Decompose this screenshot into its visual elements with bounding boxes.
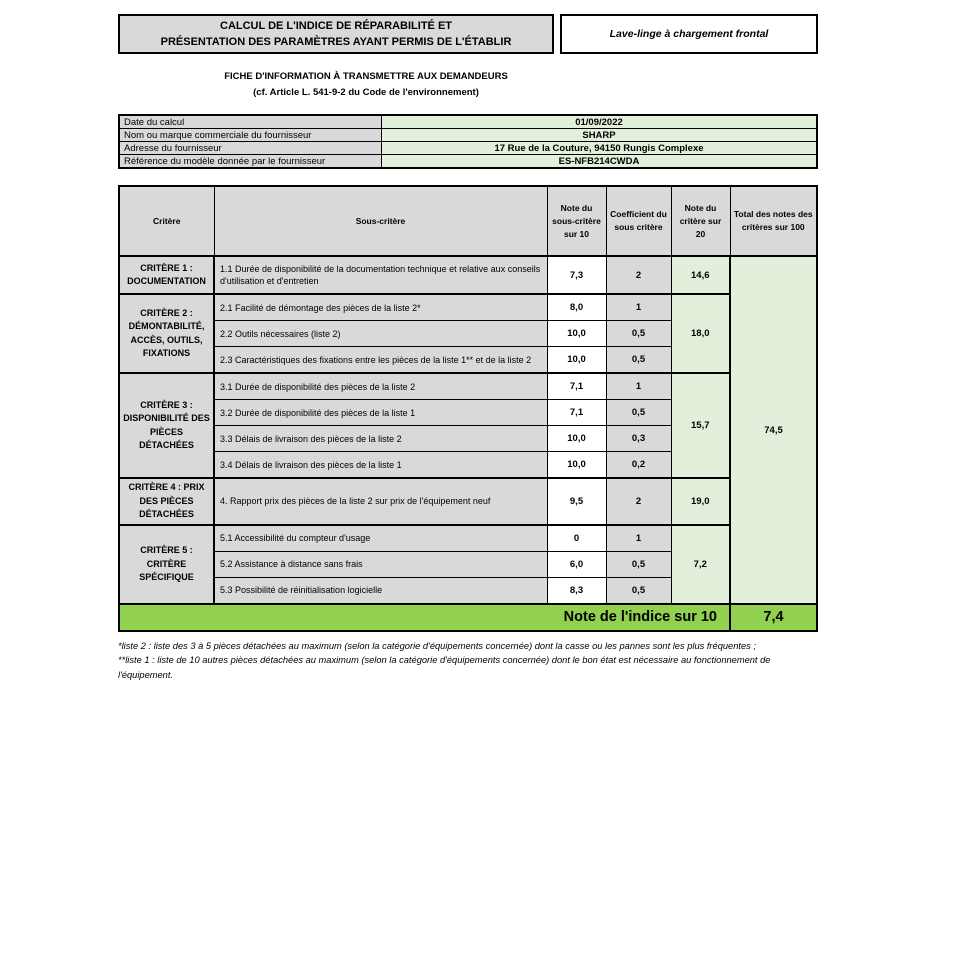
subcriterion-label: 3.1 Durée de disponibilité des pièces de la liste 2 (214, 373, 547, 400)
info-value: ES-NFB214CWDA (382, 155, 818, 169)
subcriterion-label: 3.4 Délais de livraison des pièces de la liste 1 (214, 452, 547, 479)
footnote-liste1: **liste 1 : liste de 10 autres pièces détachées au maximum (selon la catégorie d'équipements concernée) dont le bon état est nécessaire au fonctionnement de l'équipement. (118, 655, 771, 680)
criterion-name: CRITÈRE 2 : DÉMONTABILITÉ, ACCÈS, OUTILS, FIXATIONS (119, 294, 214, 373)
subcriterion-coef: 2 (606, 478, 671, 525)
subcriterion-note: 10,0 (547, 321, 606, 347)
criterion-name: CRITÈRE 3 : DISPONIBILITÉ DES PIÈCES DÉTACHÉES (119, 373, 214, 478)
criterion-score-20: 15,7 (671, 373, 730, 478)
total-score-100: 74,5 (730, 256, 817, 604)
info-value: 01/09/2022 (382, 115, 818, 129)
subcriterion-coef: 1 (606, 294, 671, 321)
subcriterion-note: 10,0 (547, 452, 606, 479)
subcriterion-label: 2.2 Outils nécessaires (liste 2) (214, 321, 547, 347)
page-title (118, 14, 554, 54)
page-title-line1: CALCUL DE L'INDICE DE RÉPARABILITÉ ET (220, 19, 452, 32)
col-header-coefficient: Coefficient du sous critère (606, 186, 671, 256)
info-label: Adresse du fournisseur (119, 142, 382, 155)
subcriterion-coef: 0,5 (606, 551, 671, 577)
criterion-name: CRITÈRE 1 : DOCUMENTATION (119, 256, 214, 294)
subcriterion-coef: 1 (606, 525, 671, 552)
subcriterion-label: 4. Rapport prix des pièces de la liste 2 sur prix de l'équipement neuf (214, 478, 547, 525)
info-label: Nom ou marque commerciale du fournisseur (119, 129, 382, 142)
subcriterion-label: 5.2 Assistance à distance sans frais (214, 551, 547, 577)
criterion-score-20: 19,0 (671, 478, 730, 525)
subcriterion-label: 5.1 Accessibilité du compteur d'usage (214, 525, 547, 552)
subcriterion-note: 10,0 (547, 347, 606, 374)
subcriterion-note: 7,1 (547, 400, 606, 426)
subcriterion-note: 9,5 (547, 478, 606, 525)
info-value: SHARP (382, 129, 818, 142)
subcriterion-note: 8,0 (547, 294, 606, 321)
index-score-value: 7,4 (730, 604, 817, 631)
subcriterion-note: 0 (547, 525, 606, 552)
subcriterion-note: 10,0 (547, 426, 606, 452)
document-subtitle (118, 69, 614, 100)
info-row-date (119, 115, 817, 129)
subcriterion-label: 2.3 Caractéristiques des fixations entre les pièces de la liste 1** et de la liste 2 (214, 347, 547, 374)
subcriterion-label: 3.3 Délais de livraison des pièces de la liste 2 (214, 426, 547, 452)
footnote-liste2: *liste 2 : liste des 3 à 5 pièces détachées au maximum (selon la catégorie d'équipements concernée) dont la casse ou les pannes sont les plus fréquentes ; (118, 640, 756, 651)
product-type-label: Lave-linge à chargement frontal (609, 28, 769, 40)
col-header-critere: Critère (119, 186, 214, 256)
subtitle-line2: (cf. Article L. 541-9-2 du Code de l'environnement) (253, 86, 479, 98)
criterion-name: CRITÈRE 5 : CRITÈRE SPÉCIFIQUE (119, 525, 214, 604)
info-row-address (119, 142, 817, 155)
subcriterion-note: 8,3 (547, 577, 606, 604)
criteria-table (118, 185, 818, 632)
subcriterion-label: 1.1 Durée de disponibilité de la documentation technique et relative aux conseils d'utilisation et d'entretien (214, 256, 547, 294)
subcriterion-coef: 1 (606, 373, 671, 400)
criterion-score-20: 18,0 (671, 294, 730, 373)
subcriterion-coef: 0,5 (606, 347, 671, 374)
col-header-sous-critere: Sous-critère (214, 186, 547, 256)
subcriterion-label: 5.3 Possibilité de réinitialisation logicielle (214, 577, 547, 604)
subcriterion-label: 3.2 Durée de disponibilité des pièces de la liste 1 (214, 400, 547, 426)
page-title-line2: PRÉSENTATION DES PARAMÈTRES AYANT PERMIS DE L'ÉTABLIR (160, 36, 512, 48)
info-value: 17 Rue de la Couture, 94150 Rungis Complexe (382, 142, 818, 155)
subcriterion-coef: 0,5 (606, 577, 671, 604)
subcriterion-coef: 0,5 (606, 400, 671, 426)
criterion-score-20: 7,2 (671, 525, 730, 604)
info-row-model-ref (119, 155, 817, 169)
document-header (118, 14, 818, 54)
product-type-box (560, 14, 818, 54)
subcriterion-note: 7,3 (547, 256, 606, 294)
col-header-note-sous-critere: Note du sous-critère sur 10 (547, 186, 606, 256)
subcriterion-coef: 0,2 (606, 452, 671, 479)
subcriterion-coef: 2 (606, 256, 671, 294)
footnotes (118, 639, 818, 682)
table-row (119, 373, 817, 400)
table-row (119, 294, 817, 321)
index-score-label: Note de l'indice sur 10 (119, 604, 730, 631)
subtitle-line1: FICHE D'INFORMATION À TRANSMETTRE AUX DEMANDEURS (224, 71, 508, 82)
subcriterion-note: 7,1 (547, 373, 606, 400)
criterion-name: CRITÈRE 4 : PRIX DES PIÈCES DÉTACHÉES (119, 478, 214, 525)
info-label: Référence du modèle donnée par le fournisseur (119, 155, 382, 169)
col-header-note-critere: Note du critère sur 20 (671, 186, 730, 256)
table-row (119, 256, 817, 294)
index-score-row (119, 604, 817, 631)
criteria-table-header (119, 186, 817, 256)
document-page (118, 14, 818, 682)
supplier-info-table (118, 114, 818, 169)
table-row (119, 525, 817, 552)
info-row-brand (119, 129, 817, 142)
info-label: Date du calcul (119, 115, 382, 129)
subcriterion-coef: 0,3 (606, 426, 671, 452)
criterion-score-20: 14,6 (671, 256, 730, 294)
subcriterion-label: 2.1 Facilité de démontage des pièces de la liste 2* (214, 294, 547, 321)
table-row (119, 478, 817, 525)
col-header-total: Total des notes des critères sur 100 (730, 186, 817, 256)
subcriterion-note: 6,0 (547, 551, 606, 577)
subcriterion-coef: 0,5 (606, 321, 671, 347)
